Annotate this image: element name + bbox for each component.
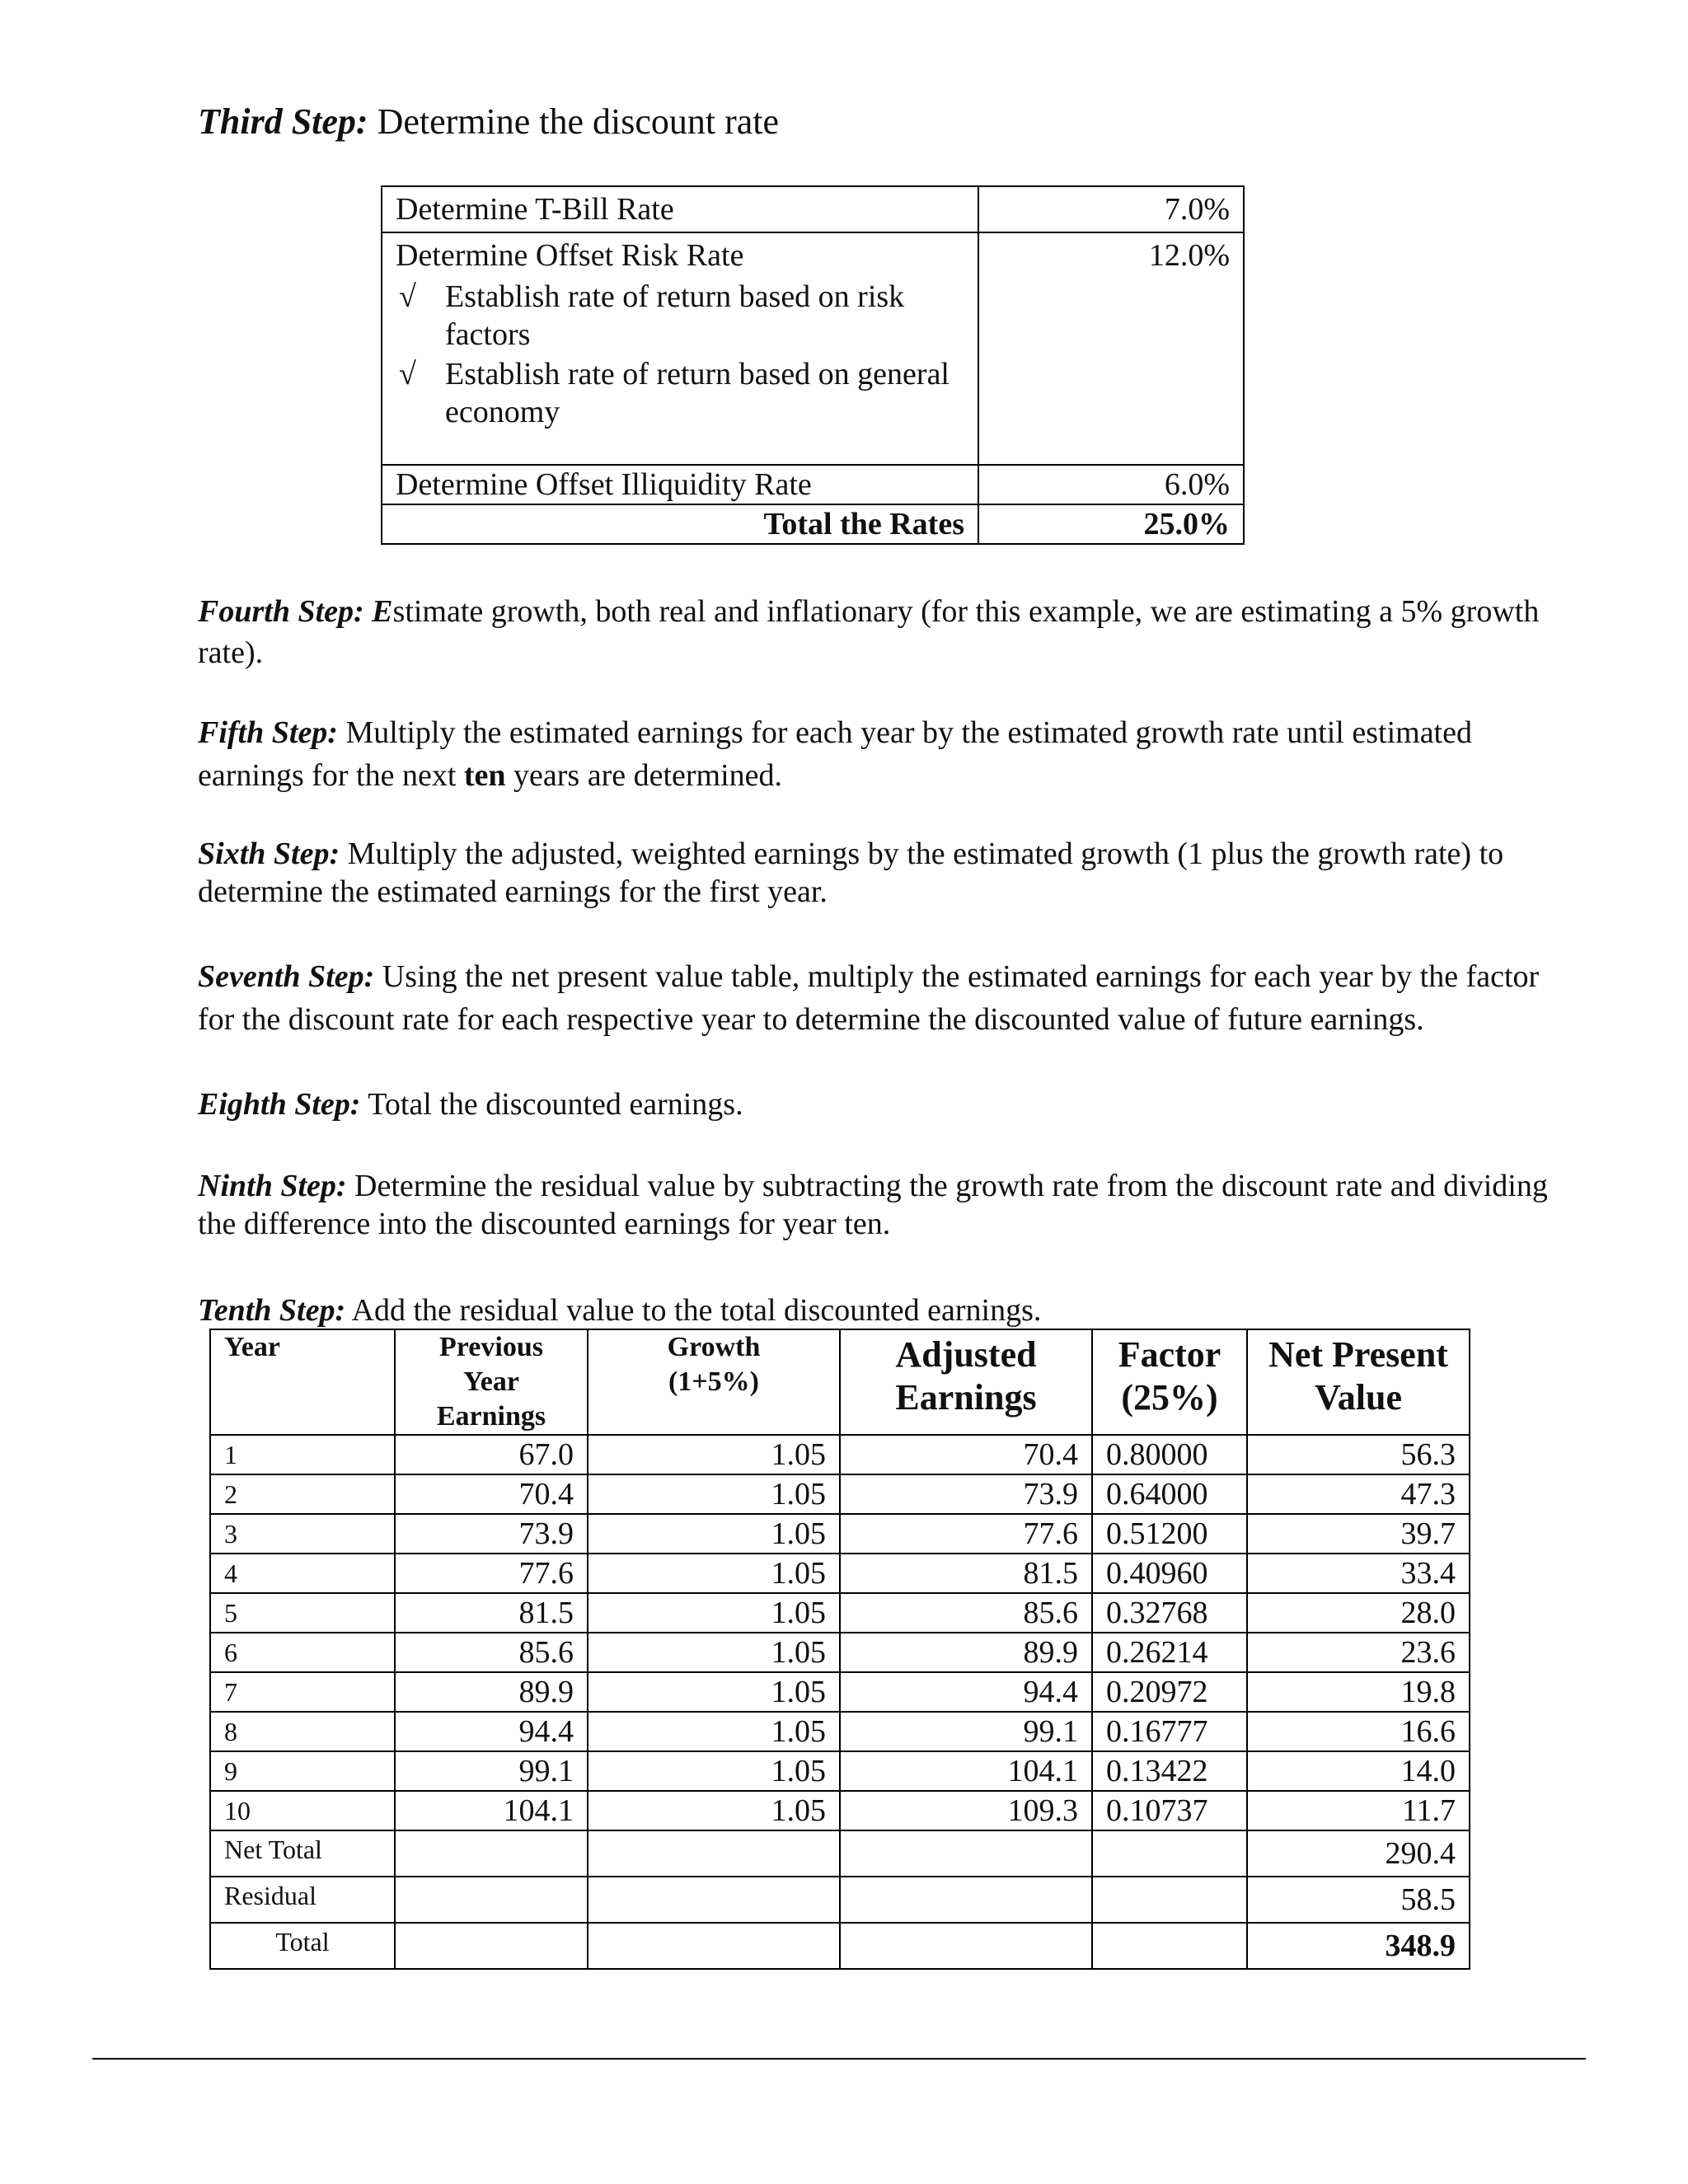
grand-total-label: Total [210, 1923, 395, 1969]
cell-year: 4 [210, 1554, 395, 1593]
discount-rate-table [381, 185, 1245, 545]
cell-growth: 1.05 [588, 1554, 840, 1593]
illiquidity-label: Determine Offset Illiquidity Rate [382, 465, 978, 504]
cell-factor: 0.20972 [1092, 1672, 1247, 1712]
table-row-year-7 [210, 1672, 1470, 1712]
header-net-present-value: Net Present Value [1247, 1329, 1470, 1435]
tbill-row [382, 186, 1244, 232]
cell-factor: 0.32768 [1092, 1593, 1247, 1633]
rates-total-value: 25.0% [978, 504, 1244, 544]
cell-adjusted-earnings: 77.6 [840, 1514, 1092, 1554]
fourth-step-label: Fourth Step: E [198, 594, 393, 629]
cell-adjusted-earnings: 109.3 [840, 1791, 1092, 1830]
cell-previous-earnings: 81.5 [395, 1593, 588, 1633]
fifth-step-bold: ten [463, 758, 506, 793]
bullet-text: Establish rate of return based on risk factors [445, 279, 905, 352]
offset-risk-bullets [396, 278, 964, 431]
table-row-year-2 [210, 1474, 1470, 1514]
cell-adjusted-earnings: 104.1 [840, 1751, 1092, 1791]
tenth-step-text: Add the residual value to the total discounted earnings. [345, 1293, 1042, 1328]
cell-factor: 0.10737 [1092, 1791, 1247, 1830]
table-row-year-10 [210, 1791, 1470, 1830]
cell-year: 2 [210, 1474, 395, 1514]
sixth-step-text: Multiply the adjusted, weighted earnings by the estimated growth (1 plus the growth rate) to determine the estimated earnings for the first year. [198, 837, 1504, 909]
illiquidity-value: 6.0% [978, 465, 1244, 504]
seventh-step-label: Seventh Step: [198, 959, 375, 994]
earnings-body [210, 1435, 1470, 1969]
cell-previous-earnings: 67.0 [395, 1435, 588, 1474]
cell-growth: 1.05 [588, 1672, 840, 1712]
cell-net-present-value: 19.8 [1247, 1672, 1470, 1712]
check-icon: √ [399, 357, 416, 391]
fifth-step [198, 711, 1582, 797]
earnings-table [209, 1329, 1470, 1970]
ninth-step [198, 1167, 1582, 1243]
third-step-text: Determine the discount rate [368, 101, 780, 142]
fifth-step-text: Multiply the estimated earnings for each year by the estimated growth rate until estimated earnings for the next [198, 715, 1472, 793]
cell-net-present-value: 56.3 [1247, 1435, 1470, 1474]
rates-total-row [382, 504, 1244, 544]
third-step-label: Third Step: [198, 101, 368, 142]
eighth-step [198, 1084, 1582, 1125]
table-row-year-6 [210, 1633, 1470, 1672]
cell-adjusted-earnings: 70.4 [840, 1435, 1092, 1474]
header-previous-earnings: Previous Year Earnings [395, 1329, 588, 1435]
header-growth: Growth (1+5%) [588, 1329, 840, 1435]
cell-year: 1 [210, 1435, 395, 1474]
header-adjusted-earnings: Adjusted Earnings [840, 1329, 1092, 1435]
offset-risk-label: Determine Offset Risk Rate [396, 238, 744, 273]
cell-adjusted-earnings: 94.4 [840, 1672, 1092, 1712]
cell-year: 7 [210, 1672, 395, 1712]
cell-factor: 0.64000 [1092, 1474, 1247, 1514]
table-row-year-4 [210, 1554, 1470, 1593]
sixth-step-label: Sixth Step: [198, 837, 340, 871]
cell-previous-earnings: 70.4 [395, 1474, 588, 1514]
cell-year: 10 [210, 1791, 395, 1830]
ninth-step-label: Ninth Step: [198, 1169, 347, 1203]
header-year: Year [210, 1329, 395, 1435]
cell-net-present-value: 14.0 [1247, 1751, 1470, 1791]
tbill-label: Determine T-Bill Rate [382, 186, 978, 232]
fourth-step [198, 591, 1582, 673]
bullet-item [396, 355, 964, 431]
cell-net-present-value: 39.7 [1247, 1514, 1470, 1554]
cell-year: 3 [210, 1514, 395, 1554]
cell-net-present-value: 47.3 [1247, 1474, 1470, 1514]
cell-adjusted-earnings: 73.9 [840, 1474, 1092, 1514]
cell-growth: 1.05 [588, 1474, 840, 1514]
eighth-step-label: Eighth Step: [198, 1087, 361, 1122]
cell-previous-earnings: 104.1 [395, 1791, 588, 1830]
cell-year: 5 [210, 1593, 395, 1633]
cell-year: 8 [210, 1712, 395, 1751]
net-total-value: 290.4 [1247, 1830, 1470, 1877]
cell-net-present-value: 16.6 [1247, 1712, 1470, 1751]
third-step-heading [198, 99, 1582, 145]
offset-risk-row [382, 232, 1244, 465]
cell-growth: 1.05 [588, 1633, 840, 1672]
cell-net-present-value: 11.7 [1247, 1791, 1470, 1830]
cell-adjusted-earnings: 99.1 [840, 1712, 1092, 1751]
cell-growth: 1.05 [588, 1514, 840, 1554]
fifth-step-label: Fifth Step: [198, 715, 338, 750]
rates-total-label: Total the Rates [382, 504, 978, 544]
fifth-step-text-end: years are determined. [505, 758, 783, 793]
cell-growth: 1.05 [588, 1751, 840, 1791]
cell-previous-earnings: 73.9 [395, 1514, 588, 1554]
offset-risk-value: 12.0% [978, 232, 1244, 465]
residual-row [210, 1877, 1470, 1923]
cell-adjusted-earnings: 81.5 [840, 1554, 1092, 1593]
cell-growth: 1.05 [588, 1593, 840, 1633]
cell-previous-earnings: 89.9 [395, 1672, 588, 1712]
sixth-step [198, 835, 1582, 911]
seventh-step [198, 955, 1582, 1041]
table-row-year-9 [210, 1751, 1470, 1791]
cell-net-present-value: 23.6 [1247, 1633, 1470, 1672]
cell-previous-earnings: 77.6 [395, 1554, 588, 1593]
cell-factor: 0.40960 [1092, 1554, 1247, 1593]
cell-factor: 0.26214 [1092, 1633, 1247, 1672]
table-row-year-5 [210, 1593, 1470, 1633]
cell-year: 9 [210, 1751, 395, 1791]
table-row-year-8 [210, 1712, 1470, 1751]
bullet-item [396, 278, 964, 354]
illiquidity-row [382, 465, 1244, 504]
cell-growth: 1.05 [588, 1791, 840, 1830]
residual-value: 58.5 [1247, 1877, 1470, 1923]
cell-adjusted-earnings: 85.6 [840, 1593, 1092, 1633]
earnings-header-row [210, 1329, 1470, 1435]
residual-label: Residual [210, 1877, 395, 1923]
cell-net-present-value: 28.0 [1247, 1593, 1470, 1633]
bullet-text: Establish rate of return based on general economy [445, 357, 950, 429]
header-factor: Factor (25%) [1092, 1329, 1247, 1435]
cell-adjusted-earnings: 89.9 [840, 1633, 1092, 1672]
tenth-step-label: Tenth Step: [198, 1293, 346, 1328]
table-row-year-3 [210, 1514, 1470, 1554]
tbill-value: 7.0% [978, 186, 1244, 232]
cell-factor: 0.51200 [1092, 1514, 1247, 1554]
grand-total-row [210, 1923, 1470, 1969]
seventh-step-text: Using the net present value table, multiply the estimated earnings for each year by the factor for the discount rate for each respective year to determine the discounted value of future earnings. [198, 959, 1540, 1037]
cell-previous-earnings: 85.6 [395, 1633, 588, 1672]
tenth-step [198, 1290, 1582, 1331]
cell-growth: 1.05 [588, 1435, 840, 1474]
cell-factor: 0.13422 [1092, 1751, 1247, 1791]
net-total-label: Net Total [210, 1830, 395, 1877]
eighth-step-text: Total the discounted earnings. [360, 1087, 743, 1122]
fourth-step-text: stimate growth, both real and inflationary (for this example, we are estimating a 5% growth rate). [198, 594, 1540, 670]
cell-net-present-value: 33.4 [1247, 1554, 1470, 1593]
check-icon: √ [399, 279, 416, 314]
ninth-step-text: Determine the residual value by subtracting the growth rate from the discount rate and dividing the difference into the discounted earnings for year ten. [198, 1169, 1548, 1241]
table-row-year-1 [210, 1435, 1470, 1474]
net-total-row [210, 1830, 1470, 1877]
page-bottom-rule [92, 2058, 1586, 2060]
grand-total-value: 348.9 [1247, 1923, 1470, 1969]
cell-factor: 0.80000 [1092, 1435, 1247, 1474]
cell-factor: 0.16777 [1092, 1712, 1247, 1751]
cell-year: 6 [210, 1633, 395, 1672]
cell-previous-earnings: 99.1 [395, 1751, 588, 1791]
cell-previous-earnings: 94.4 [395, 1712, 588, 1751]
cell-growth: 1.05 [588, 1712, 840, 1751]
